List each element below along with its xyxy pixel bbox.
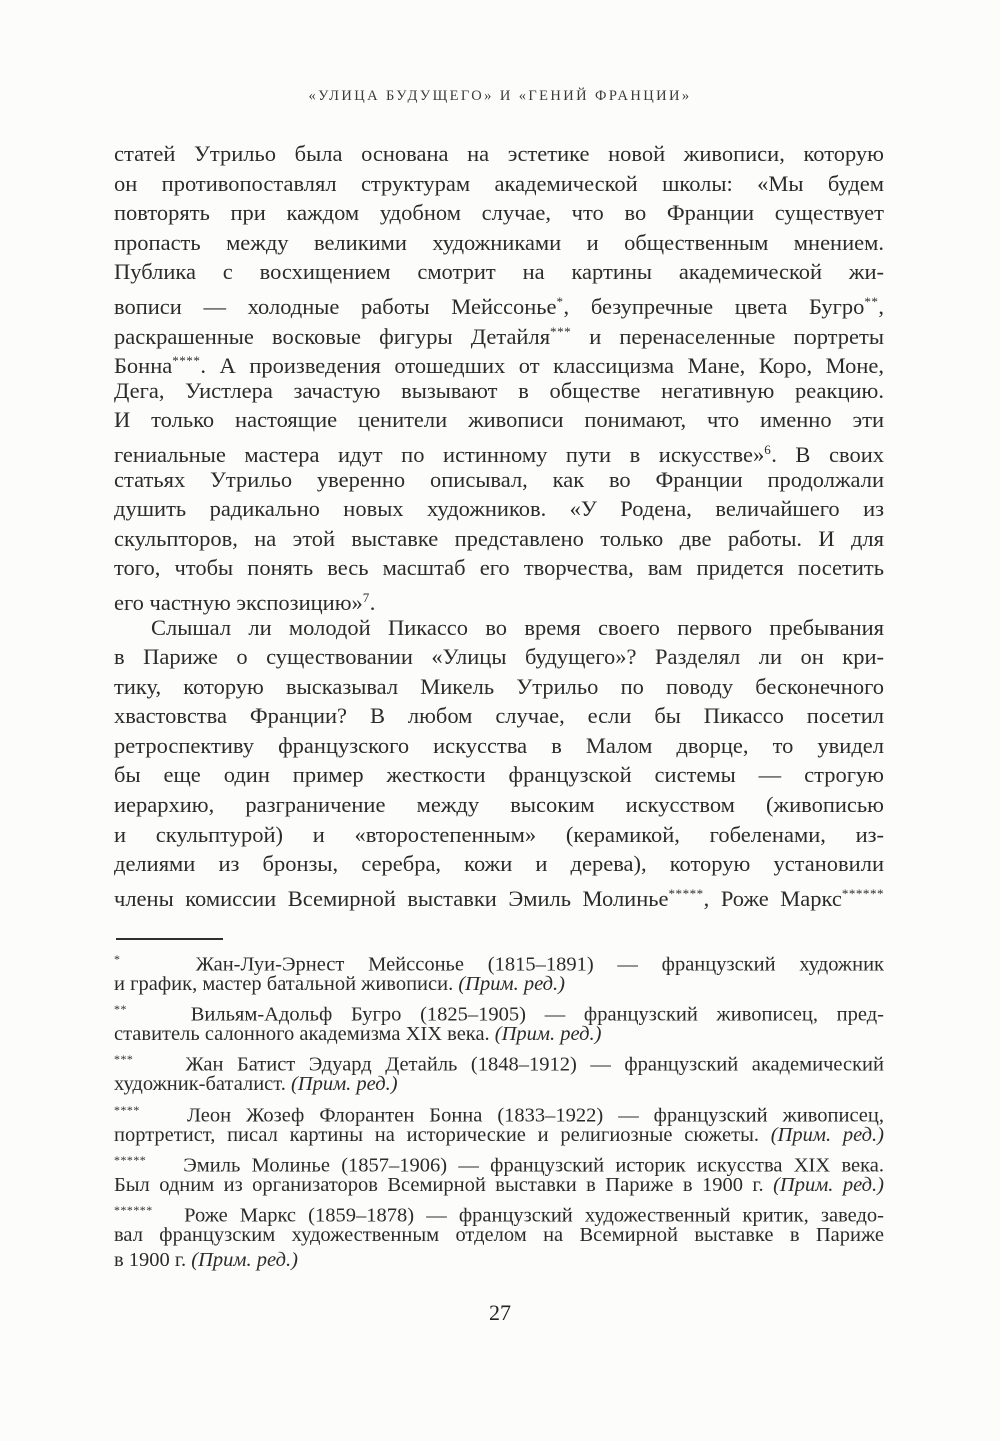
text-line [114,997,884,1026]
text-line [114,642,884,672]
text-segment: статьях Утрильо уверенно описывал, как во Франции продолжали [114,466,884,492]
text-segment: И только настоящие ценители живописи понимают, что именно эти [114,407,884,433]
text-line [114,1022,884,1047]
text-line [114,465,884,495]
text-line [114,346,884,379]
text-line [114,820,884,850]
footnote-marker: 7 [362,589,370,605]
text-line [114,613,884,643]
text-segment: и график, мастер батальной живописи. [114,973,459,996]
text-segment: вал французским художественным отделом на Всемирной выставке в Париже [114,1224,884,1247]
footnote [114,947,884,997]
text-line [114,524,884,554]
editor-note: (Прим. ред.) [290,1073,398,1096]
text-segment: гениальные мастера идут по истинному пути в искусстве» [114,442,765,468]
text-segment: Вильям-Адольф Бугро (1825–1905) — французский живописец, пред- [172,1003,884,1026]
text-segment: его частную экспозицию» [114,589,363,615]
footnote-rule [116,938,223,940]
body-text [114,139,884,911]
text-segment: хвастовства Франции? В любом случае, если бы Пикассо посетил [114,703,884,729]
text-line [114,1248,884,1273]
text-segment: бы еще один пример жесткости французской системы — строгую [114,762,884,788]
text-line [114,701,884,731]
text-segment: раскрашенные восковые фигуры Детайля [114,323,551,349]
running-header: «УЛИЦА БУДУЩЕГО» И «ГЕНИЙ ФРАНЦИИ» [308,88,692,104]
text-line [114,198,884,228]
text-line [114,1123,884,1148]
text-line [114,760,884,790]
text-line [114,879,884,909]
paragraph [114,613,884,909]
footnote-marker: ****** [841,885,884,901]
text-segment: ретроспективу французского искусства в Малом дворце, то увидел [114,732,884,758]
text-line [114,405,884,435]
text-segment: Публика с восхищением смотрит на картины академической жи- [114,259,884,285]
text-segment: Слышал ли молодой Пикассо во время своего первого пребывания [151,614,884,640]
editor-note: (Прим. ред.) [773,1173,884,1196]
text-segment: Жан-Луи-Эрнест Мейссонье (1815–1891) — французский художник [172,953,884,976]
text-segment: в 1900 г. [114,1249,192,1272]
text-segment: Роже Маркс (1859–1878) — французский художественный критик, заведо- [172,1204,884,1227]
text-segment: ставитель салонного академизма XIX века. [114,1023,495,1046]
footnote-marker: ** [864,293,879,309]
text-line [114,1098,884,1126]
footnote-marker: * [114,952,121,966]
text-segment: Был одним из организаторов Всемирной выставки в Париже в 1900 г. [114,1173,774,1196]
footnote-marker: **** [114,1102,140,1117]
text-line [114,583,884,613]
text-line [114,228,884,258]
text-segment: Жан Батист Эдуард Детайль (1848–1912) — французский академический [172,1053,884,1076]
text-segment: Дега, Уистлера зачастую вызывают в обществе негативную реакцию. [114,377,884,403]
footnote-marker: *** [550,323,572,339]
text-line [114,1047,884,1076]
text-line [114,1173,884,1198]
text-line [114,1072,884,1097]
footnotes-section [114,947,884,1273]
text-segment: . [369,589,376,615]
text-segment: художник-баталист. [114,1073,291,1096]
footnote [114,1047,884,1097]
editor-note: (Прим. ред.) [494,1023,602,1046]
text-line [114,287,884,320]
paragraph [114,139,884,613]
text-segment: и скульптурой) и «второстепенным» (керамикой, гобеленами, из- [114,821,884,847]
text-segment: душить радикально новых художников. «У Родена, величайшего из [114,496,884,522]
text-line [114,435,884,468]
editor-note: (Прим. ред.) [191,1249,298,1272]
editor-note: (Прим. ред.) [458,973,565,996]
text-segment: . А произведения отошедших от классицизма Мане, Коро, Моне, [200,353,884,379]
text-line [114,494,884,524]
footnote-marker: ***** [114,1152,147,1167]
text-segment: , [878,294,884,320]
text-segment: портретист, писал картины на исторические и религиозные сюжеты. [114,1123,771,1146]
footnote [114,997,884,1047]
text-segment: делиями из бронзы, серебра, кожи и дерева), которую установили [114,851,884,877]
text-segment: он противопоставлял структурам академической школы: «Мы будем [114,170,884,196]
text-line [114,849,884,879]
footnote-marker: **** [172,353,201,369]
text-segment: Бонна [114,353,173,379]
text-line [114,790,884,820]
text-line [114,1148,884,1177]
text-segment: , безупречные цвета Бугро [563,294,865,320]
footnote-marker: ***** [668,885,704,901]
text-line [114,553,884,583]
editor-note: (Прим. ред.) [770,1123,884,1146]
text-line [114,317,884,347]
text-segment: , Роже Маркс [703,885,842,911]
text-segment: члены комиссии Всемирной выставки Эмиль Молинье [114,885,669,911]
text-line [114,376,884,406]
footnote-marker: ****** [114,1202,153,1217]
text-segment: того, чтобы понять весь масштаб его творчества, вам придется посетить [114,555,884,581]
text-line [114,1223,884,1248]
text-segment: Леон Жозеф Флорантен Бонна (1833–1922) — французский живописец, [172,1103,884,1126]
text-line [114,139,884,169]
text-segment: . В своих [771,442,884,468]
footnote [114,1148,884,1198]
text-segment: и перенаселенные портреты [571,323,884,349]
text-segment: вописи — холодные работы Мейссонье [114,294,557,320]
footnote-marker: ** [114,1002,127,1017]
text-segment: в Париже о существовании «Улицы будущего»? Разделял ли он кри- [114,644,884,670]
text-line [114,731,884,761]
footnote-marker: * [556,293,564,309]
text-line [114,972,884,997]
text-line [114,169,884,199]
text-segment: Эмиль Молинье (1857–1906) — французский историк искусства XIX века. [172,1154,884,1177]
text-line [114,257,884,287]
footnote [114,1098,884,1148]
footnote-marker: 6 [764,441,772,457]
page-number: 27 [489,1300,511,1325]
text-line [114,947,884,976]
text-segment: иерархию, разграничение между высоким искусством (живописью [114,792,884,818]
text-segment: пропасть между великими художниками и общественным мнением. [114,229,884,255]
footnote-marker: *** [114,1052,134,1067]
text-segment: повторять при каждом удобном случае, что во Франции существует [114,200,884,226]
footnote [114,1198,884,1273]
text-segment: скульпторов, на этой выставке представлено только две работы. И для [114,525,884,551]
text-line [114,672,884,702]
text-segment: тику, которую высказывал Микель Утрильо по поводу бесконечного [114,673,884,699]
text-segment: статей Утрильо была основана на эстетике новой живописи, которую [114,141,884,166]
text-line [114,1198,884,1227]
